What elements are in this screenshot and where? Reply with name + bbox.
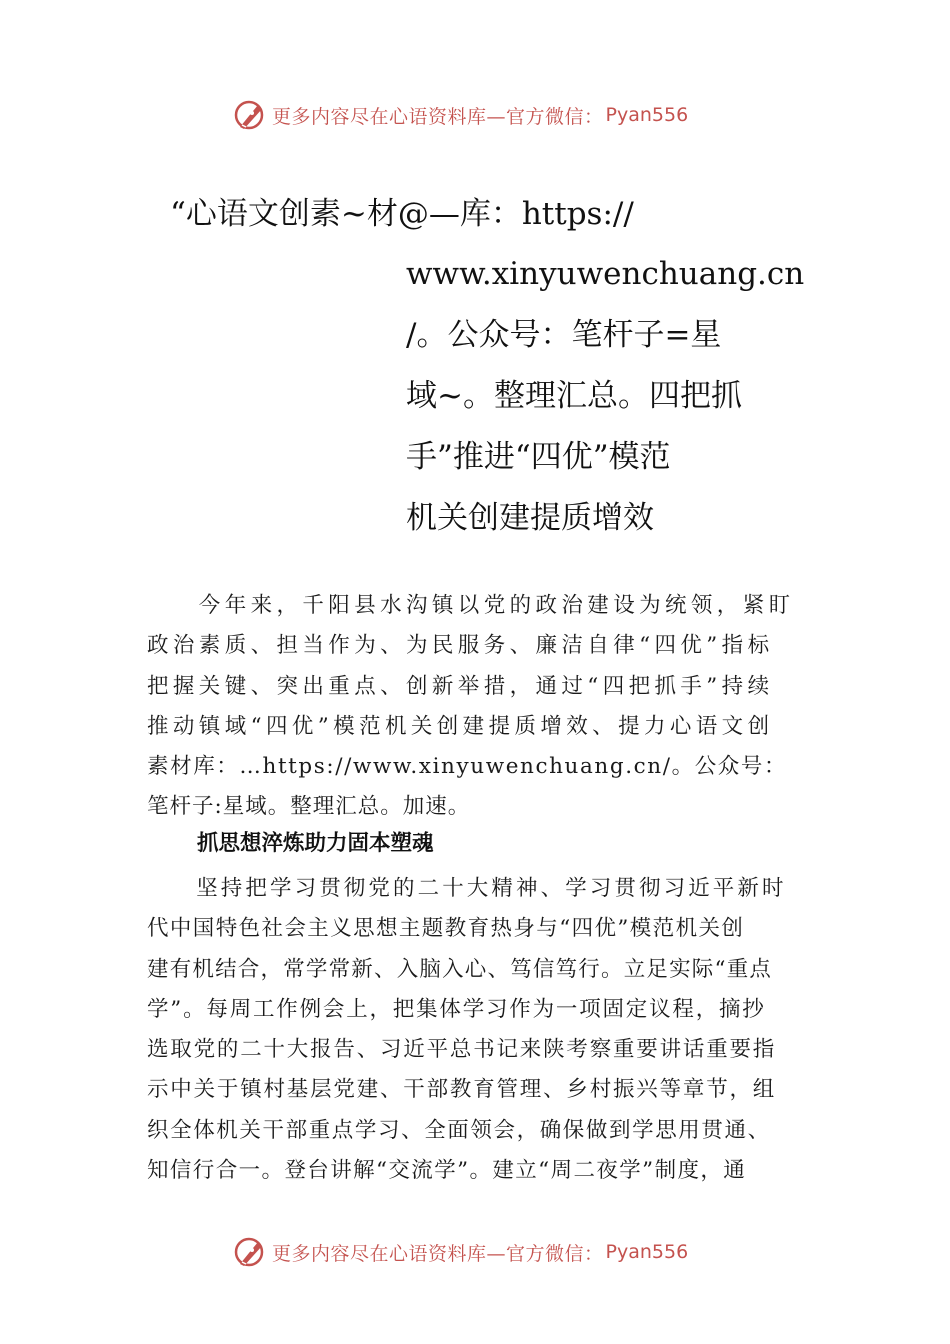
paragraph-line: 把握关键、突出重点、创新举措，通过“四把抓手”持续 bbox=[147, 673, 774, 699]
paragraph-line: 示中关于镇村基层党建、干部教育管理、乡村振兴等章节，组 bbox=[147, 1077, 777, 1103]
paragraph-line: 笔杆子:星域。整理汇总。加速。 bbox=[147, 794, 471, 820]
paragraph-line: 知信行合一。登台讲解“交流学”。建立“周二夜学”制度，通 bbox=[147, 1158, 747, 1184]
paragraph-line: 政治素质、担当作为、为民服务、廉洁自律“四优”指标 bbox=[147, 633, 774, 659]
banner-wechat-id: Pyan556 bbox=[605, 104, 689, 126]
paragraph-line: 今年来，千阳县水沟镇以党的政治建设为统领，紧盯 bbox=[147, 593, 795, 618]
title-line: 机关创建提质增效 bbox=[406, 500, 654, 536]
title-line: www.xinyuwenchuang.cn bbox=[406, 256, 805, 292]
intro-paragraph bbox=[147, 586, 847, 828]
paragraph-line: 建有机结合，常学常新、入脑入心、笃信笃行。立足实际“重点 bbox=[147, 956, 773, 982]
paragraph-line: 学”。每周工作例会上，把集体学习作为一项固定议程，摘抄 bbox=[147, 996, 766, 1022]
title-line: 域~。整理汇总。四把抓 bbox=[406, 378, 742, 414]
footer-banner bbox=[232, 1232, 832, 1272]
section-paragraph bbox=[147, 869, 847, 1191]
title-line: 手”推进“四优”模范 bbox=[406, 439, 671, 475]
banner-text: 更多内容尽在心语资料库—官方微信： bbox=[272, 1242, 604, 1265]
pen-nib-logo-icon bbox=[232, 1234, 268, 1270]
paragraph-line: 织全体机关干部重点学习、全面领会，确保做到学思用贯通、 bbox=[147, 1117, 771, 1143]
paragraph-line: 选取党的二十大报告、习近平总书记来陕考察重要讲话重要指 bbox=[147, 1037, 777, 1063]
paragraph-line: 坚持把学习贯彻党的二十大精神、学习贯彻习近平新时 bbox=[147, 876, 787, 901]
banner-wechat-id: Pyan556 bbox=[605, 1241, 689, 1263]
pen-nib-logo-icon bbox=[232, 97, 268, 133]
paragraph-line: 推动镇域“四优”模范机关创建提质增效、提力心语文创 bbox=[147, 713, 774, 739]
section-heading: 抓思想淬炼助力固本塑魂 bbox=[197, 831, 434, 856]
paragraph-line: 素材库：…https://www.xinyuwenchuang.cn/。公众号： bbox=[147, 754, 788, 780]
paragraph-line: 代中国特色社会主义思想主题教育热身与“四优”模范机关创 bbox=[147, 916, 745, 942]
banner-text: 更多内容尽在心语资料库—官方微信： bbox=[272, 105, 604, 128]
header-banner bbox=[232, 95, 832, 135]
title-first-line: “心语文创素~材@—库：https:// bbox=[170, 196, 634, 232]
title-block bbox=[406, 244, 806, 549]
title-line: /。公众号：笔杆子=星 bbox=[406, 317, 722, 353]
